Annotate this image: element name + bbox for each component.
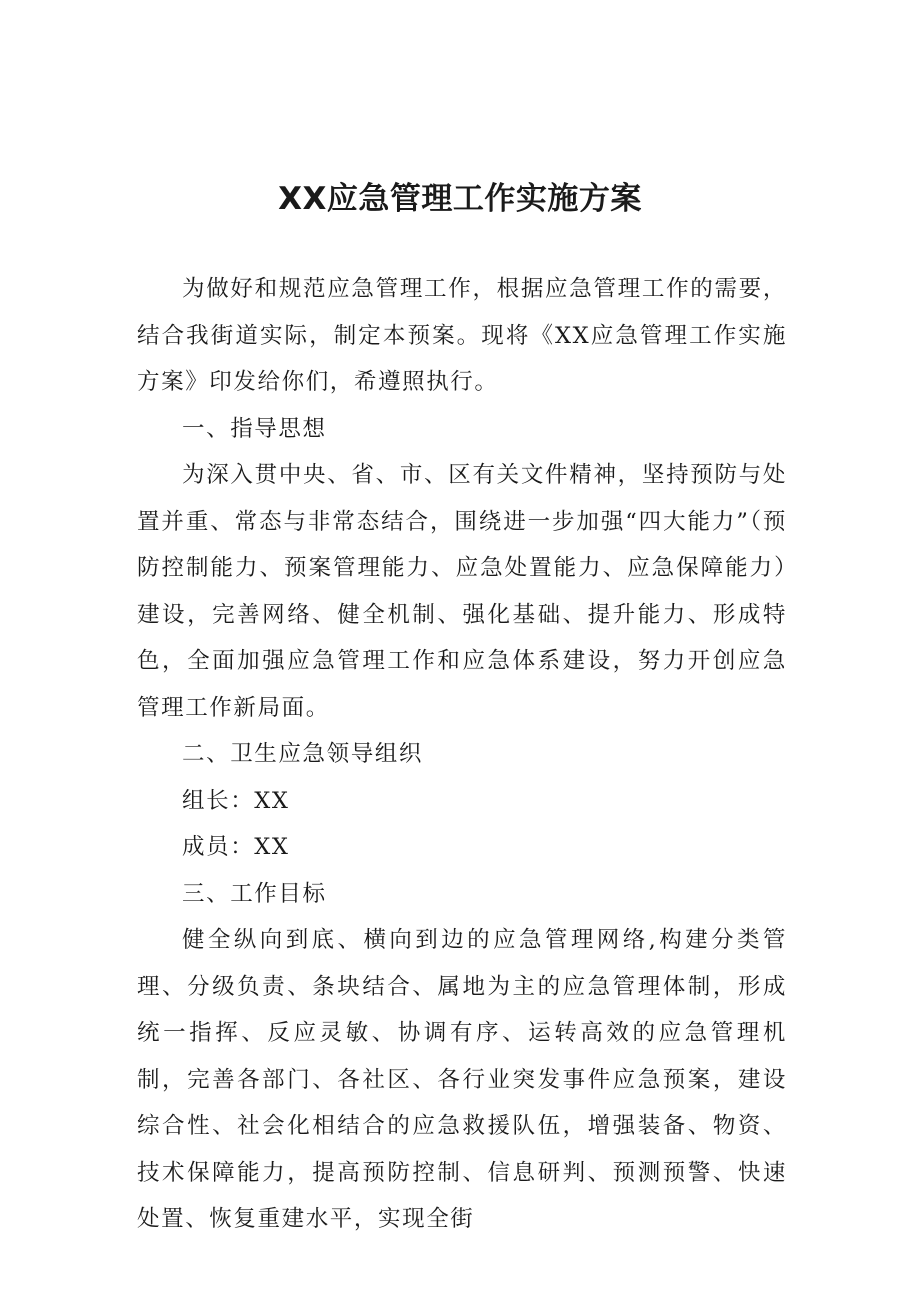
- leader-line: 组长：XX: [182, 787, 290, 814]
- section-heading-leadership: 二、卫生应急领导组织: [182, 741, 424, 767]
- members-line: 成员：XX: [182, 834, 290, 860]
- document-body: [137, 266, 787, 1243]
- goals-paragraph: 健全纵向到底、横向到边的应急管理网络,构建分类管理、分级负责、条块结合、属地为主的应急管理体制，形成统一指挥、反应灵敏、协调有序、运转高效的应急管理机制，完善各部门、各社区、各行业突发事件应急预案，建设综合性、社会化相结合的应急救援队伍，增强装备、物资、技术保障能力，提高预防控制、信息研判、预测预警、快速处置、恢复重建水平，实现全街: [137, 927, 787, 1232]
- section-heading-guiding-thought: 一、指导思想: [182, 415, 327, 442]
- intro-paragraph: 为做好和规范应急管理工作，根据应急管理工作的需要，结合我街道实际，制定本预案。现将《XX应急管理工作实施方案》印发给你们，希遵照执行。: [137, 276, 787, 395]
- document-title: XX应急管理工作实施方案: [278, 181, 642, 217]
- guiding-thought-paragraph: 为深入贯中央、省、市、区有关文件精神，坚持预防与处置并重、常态与非常态结合，围绕进一步加强“四大能力”（预防控制能力、预案管理能力、应急处置能力、应急保障能力）建设，完善网络、健全机制、强化基础、提升能力、形成特色，全面加强应急管理工作和应急体系建设，努力开创应急管理工作新局面。: [137, 462, 787, 721]
- section-heading-goals: 三、工作目标: [182, 880, 327, 907]
